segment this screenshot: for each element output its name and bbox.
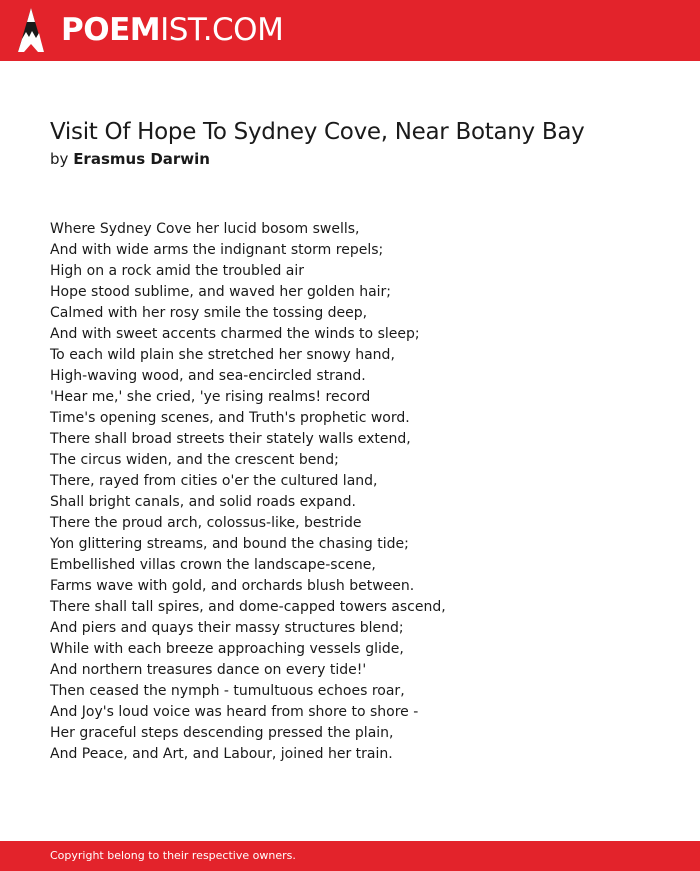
poem-line: And northern treasures dance on every tide!' xyxy=(50,662,367,678)
poem-author: Erasmus Darwin xyxy=(73,150,210,168)
poem-line: The circus widen, and the crescent bend; xyxy=(50,452,339,468)
pencil-tip-icon[interactable] xyxy=(18,8,44,52)
poem-line: Her graceful steps descending pressed the plain, xyxy=(50,725,394,741)
poem-line: There, rayed from cities o'er the cultured land, xyxy=(50,473,378,489)
copyright-notice: Copyright belong to their respective owners. xyxy=(50,849,296,862)
poem-line: There shall broad streets their stately walls extend, xyxy=(50,431,411,447)
poem-line: Hope stood sublime, and waved her golden hair; xyxy=(50,284,392,300)
poem-line: And with wide arms the indignant storm repels; xyxy=(50,242,384,258)
poem-byline xyxy=(50,149,210,169)
poem-line: To each wild plain she stretched her snowy hand, xyxy=(50,347,395,363)
poem-line: There shall tall spires, and dome-capped towers ascend, xyxy=(50,599,446,615)
poem-line: And Peace, and Art, and Labour, joined her train. xyxy=(50,746,393,762)
poem-line: Then ceased the nymph - tumultuous echoes roar, xyxy=(50,683,405,699)
poem-line: Shall bright canals, and solid roads expand. xyxy=(50,494,356,510)
poem-line: 'Hear me,' she cried, 'ye rising realms! record xyxy=(50,389,371,405)
poem-line: And Joy's loud voice was heard from shore to shore - xyxy=(50,704,419,720)
poem-line: And piers and quays their massy structures blend; xyxy=(50,620,404,636)
poem-line: Yon glittering streams, and bound the chasing tide; xyxy=(50,536,409,552)
site-footer xyxy=(0,841,700,871)
byline-prefix: by xyxy=(50,150,69,168)
poem-line: Embellished villas crown the landscape-scene, xyxy=(50,557,376,573)
poem-line: Calmed with her rosy smile the tossing deep, xyxy=(50,305,368,321)
poem-title: Visit Of Hope To Sydney Cove, Near Botany Bay xyxy=(50,119,585,145)
poem-body xyxy=(50,219,446,765)
poem-line: Time's opening scenes, and Truth's prophetic word. xyxy=(50,410,410,426)
poem-line: Farms wave with gold, and orchards blush between. xyxy=(50,578,415,594)
poem-line: There the proud arch, colossus-like, bestride xyxy=(50,515,362,531)
site-header xyxy=(0,0,700,61)
poem-line: Where Sydney Cove her lucid bosom swells, xyxy=(50,221,360,237)
poem-line: And with sweet accents charmed the winds to sleep; xyxy=(50,326,420,342)
logo-bold-text: POEM xyxy=(61,12,161,48)
poem-line: High-waving wood, and sea-encircled strand. xyxy=(50,368,366,384)
site-logo[interactable] xyxy=(61,11,283,49)
poem-line: While with each breeze approaching vessels glide, xyxy=(50,641,404,657)
poem-line: High on a rock amid the troubled air xyxy=(50,263,305,279)
logo-light-text: IST.COM xyxy=(160,12,284,48)
